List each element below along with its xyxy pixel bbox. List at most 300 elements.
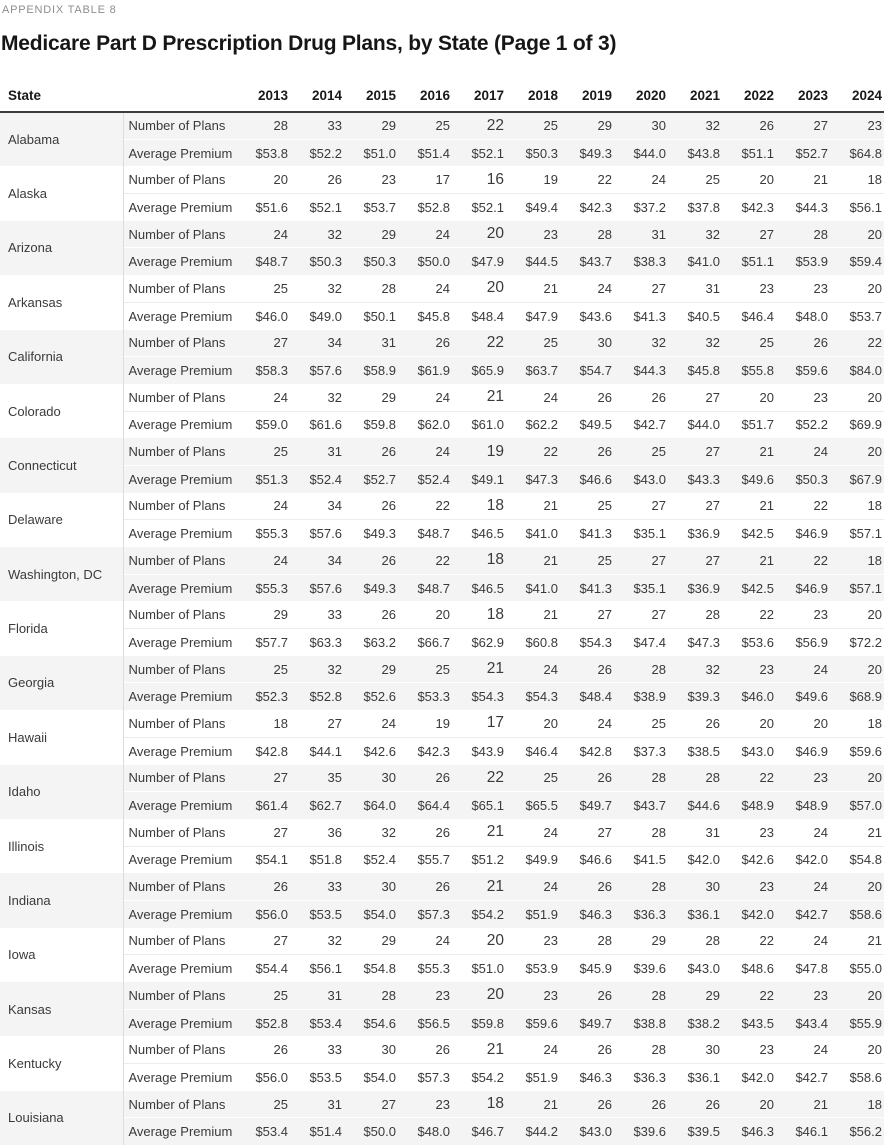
premium-label-cell: Average Premium — [123, 194, 236, 221]
premium-value-cell: $41.0 — [506, 574, 560, 601]
plans-row — [0, 438, 884, 465]
plans-label-cell: Number of Plans — [128, 389, 226, 405]
premium-value-cell: $43.4 — [776, 1009, 830, 1036]
plans-value-cell: 23 — [543, 987, 558, 1003]
state-group-arizona — [0, 221, 884, 275]
plans-value-cell: 26 — [705, 1096, 720, 1112]
premium-value-cell: $49.6 — [722, 465, 776, 492]
premium-value-cell: $55.3 — [236, 520, 290, 547]
premium-value-cell: $49.4 — [506, 194, 560, 221]
premium-label-cell: Average Premium — [123, 139, 236, 166]
plans-value-cell: 21 — [486, 660, 504, 678]
state-name-cell: Illinois — [0, 819, 123, 873]
plans-value-cell: 21 — [813, 172, 828, 188]
premium-value-cell: $39.6 — [614, 1118, 668, 1145]
plans-row — [0, 928, 884, 955]
plans-value-cell: 22 — [486, 768, 504, 786]
premium-value-cell: $49.3 — [344, 574, 398, 601]
plans-value-cell: 29 — [651, 933, 666, 949]
plans-value-cell: 27 — [651, 280, 666, 296]
premium-value-cell: $38.2 — [668, 1009, 722, 1036]
plans-value-cell: 24 — [543, 389, 558, 405]
premium-row — [0, 574, 884, 601]
premium-value-cell: $51.0 — [344, 139, 398, 166]
plans-label-cell: Number of Plans — [128, 824, 226, 840]
year-header-2020: 2020 — [614, 57, 668, 112]
plans-value-cell: 23 — [435, 987, 450, 1003]
premium-value-cell: $49.7 — [560, 1009, 614, 1036]
premium-value-cell: $51.8 — [290, 846, 344, 873]
plans-value-cell: 21 — [486, 823, 504, 841]
premium-value-cell: $44.6 — [668, 792, 722, 819]
premium-value-cell: $52.2 — [290, 139, 344, 166]
plans-value-cell: 24 — [543, 1042, 558, 1058]
plans-value-cell: 22 — [597, 172, 612, 188]
premium-value-cell: $54.7 — [560, 357, 614, 384]
premium-value-cell: $48.9 — [776, 792, 830, 819]
premium-value-cell: $52.1 — [452, 194, 506, 221]
plans-value-cell: 21 — [867, 824, 882, 840]
premium-value-cell: $54.2 — [452, 1064, 506, 1091]
premium-value-cell: $59.6 — [830, 737, 884, 764]
plans-label-cell: Number of Plans — [128, 1042, 226, 1058]
plans-value-cell: 24 — [381, 715, 396, 731]
premium-value-cell: $64.0 — [344, 792, 398, 819]
plans-row — [0, 873, 884, 900]
plans-value-cell: 28 — [381, 987, 396, 1003]
year-header-2022: 2022 — [722, 57, 776, 112]
plans-value-cell: 20 — [543, 715, 558, 731]
premium-row — [0, 629, 884, 656]
plans-value-cell: 29 — [381, 933, 396, 949]
premium-value-cell: $53.9 — [776, 248, 830, 275]
plans-row — [0, 601, 884, 628]
plans-value-cell: 29 — [381, 389, 396, 405]
premium-value-cell: $50.3 — [344, 248, 398, 275]
plans-value-cell: 30 — [705, 1042, 720, 1058]
premium-row — [0, 683, 884, 710]
premium-value-cell: $57.7 — [236, 629, 290, 656]
premium-value-cell: $54.4 — [236, 955, 290, 982]
year-header-2018: 2018 — [506, 57, 560, 112]
premium-value-cell: $51.1 — [722, 248, 776, 275]
plans-value-cell: 24 — [813, 1042, 828, 1058]
metric-column-header — [123, 57, 236, 112]
plans-value-cell: 26 — [435, 824, 450, 840]
plans-value-cell: 24 — [813, 824, 828, 840]
premium-value-cell: $36.3 — [614, 900, 668, 927]
plans-value-cell: 26 — [705, 715, 720, 731]
state-name-cell: Louisiana — [0, 1091, 123, 1145]
plans-value-cell: 34 — [327, 552, 342, 568]
premium-value-cell: $53.8 — [236, 139, 290, 166]
year-header-2019: 2019 — [560, 57, 614, 112]
premium-value-cell: $57.6 — [290, 520, 344, 547]
plans-value-cell: 30 — [381, 1042, 396, 1058]
premium-row — [0, 139, 884, 166]
premium-value-cell: $72.2 — [830, 629, 884, 656]
plans-row — [0, 1091, 884, 1118]
plans-value-cell: 25 — [651, 444, 666, 460]
premium-value-cell: $35.1 — [614, 574, 668, 601]
plans-value-cell: 27 — [273, 335, 288, 351]
plans-value-cell: 32 — [705, 335, 720, 351]
plans-value-cell: 27 — [273, 933, 288, 949]
premium-value-cell: $52.6 — [344, 683, 398, 710]
plans-value-cell: 24 — [813, 444, 828, 460]
plans-value-cell: 21 — [759, 498, 774, 514]
premium-value-cell: $46.5 — [452, 520, 506, 547]
premium-value-cell: $51.4 — [290, 1118, 344, 1145]
plans-value-cell: 18 — [867, 498, 882, 514]
plans-value-cell: 31 — [651, 226, 666, 242]
premium-value-cell: $39.3 — [668, 683, 722, 710]
plans-value-cell: 31 — [705, 280, 720, 296]
year-header-2021: 2021 — [668, 57, 722, 112]
plans-value-cell: 25 — [759, 335, 774, 351]
premium-value-cell: $46.9 — [776, 520, 830, 547]
plans-value-cell: 20 — [486, 225, 504, 243]
premium-value-cell: $55.3 — [236, 574, 290, 601]
plans-label-cell: Number of Plans — [128, 335, 226, 351]
premium-value-cell: $51.7 — [722, 411, 776, 438]
premium-value-cell: $42.0 — [722, 900, 776, 927]
plans-value-cell: 18 — [486, 605, 504, 623]
state-group-alabama — [0, 112, 884, 166]
premium-value-cell: $45.8 — [398, 302, 452, 329]
state-name-cell: Idaho — [0, 765, 123, 819]
premium-value-cell: $43.0 — [560, 1118, 614, 1145]
year-header-2014: 2014 — [290, 57, 344, 112]
plans-row — [0, 493, 884, 520]
plans-value-cell: 20 — [759, 715, 774, 731]
plans-value-cell: 19 — [435, 715, 450, 731]
plans-value-cell: 25 — [273, 661, 288, 677]
premium-value-cell: $52.8 — [398, 194, 452, 221]
premium-value-cell: $35.1 — [614, 520, 668, 547]
premium-value-cell: $65.1 — [452, 792, 506, 819]
plans-value-cell: 26 — [597, 389, 612, 405]
plans-value-cell: 20 — [486, 931, 504, 949]
plans-value-cell: 21 — [543, 280, 558, 296]
premium-value-cell: $48.7 — [398, 574, 452, 601]
plans-value-cell: 20 — [486, 986, 504, 1004]
state-group-illinois — [0, 819, 884, 873]
plans-row — [0, 982, 884, 1009]
premium-row — [0, 955, 884, 982]
premium-value-cell: $46.7 — [452, 1118, 506, 1145]
plans-value-cell: 24 — [813, 933, 828, 949]
plans-value-cell: 23 — [813, 987, 828, 1003]
premium-value-cell: $48.0 — [398, 1118, 452, 1145]
premium-value-cell: $52.4 — [344, 846, 398, 873]
premium-value-cell: $53.9 — [506, 955, 560, 982]
premium-value-cell: $46.9 — [776, 737, 830, 764]
plans-value-cell: 27 — [273, 824, 288, 840]
state-name-cell: Alaska — [0, 166, 123, 220]
plans-value-cell: 18 — [867, 172, 882, 188]
premium-row — [0, 411, 884, 438]
plans-row — [0, 656, 884, 683]
plans-value-cell: 27 — [813, 118, 828, 134]
premium-value-cell: $59.6 — [776, 357, 830, 384]
plans-value-cell: 24 — [597, 280, 612, 296]
premium-value-cell: $36.1 — [668, 900, 722, 927]
premium-row — [0, 520, 884, 547]
plans-value-cell: 26 — [435, 335, 450, 351]
premium-value-cell: $57.1 — [830, 520, 884, 547]
premium-row — [0, 302, 884, 329]
plans-value-cell: 22 — [759, 607, 774, 623]
plans-value-cell: 23 — [543, 226, 558, 242]
plans-row — [0, 275, 884, 302]
state-name-cell: Georgia — [0, 656, 123, 710]
premium-value-cell: $53.7 — [344, 194, 398, 221]
premium-value-cell: $38.5 — [668, 737, 722, 764]
premium-value-cell: $42.0 — [668, 846, 722, 873]
plans-value-cell: 24 — [597, 715, 612, 731]
plans-value-cell: 20 — [867, 770, 882, 786]
plans-value-cell: 25 — [597, 552, 612, 568]
premium-value-cell: $69.9 — [830, 411, 884, 438]
premium-value-cell: $52.3 — [236, 683, 290, 710]
plans-value-cell: 27 — [759, 226, 774, 242]
plans-value-cell: 26 — [327, 172, 342, 188]
plans-value-cell: 32 — [651, 335, 666, 351]
plans-value-cell: 18 — [867, 715, 882, 731]
plans-value-cell: 26 — [381, 607, 396, 623]
plans-value-cell: 26 — [381, 552, 396, 568]
plans-value-cell: 27 — [597, 824, 612, 840]
plans-value-cell: 21 — [543, 552, 558, 568]
plans-value-cell: 19 — [543, 172, 558, 188]
premium-value-cell: $56.9 — [776, 629, 830, 656]
premium-row — [0, 465, 884, 492]
premium-value-cell: $56.1 — [290, 955, 344, 982]
premium-value-cell: $54.8 — [830, 846, 884, 873]
state-group-iowa — [0, 928, 884, 982]
premium-value-cell: $56.1 — [830, 194, 884, 221]
plans-value-cell: 32 — [705, 118, 720, 134]
plans-row — [0, 1036, 884, 1063]
plans-value-cell: 24 — [813, 879, 828, 895]
premium-value-cell: $57.1 — [830, 574, 884, 601]
plans-value-cell: 24 — [273, 552, 288, 568]
plans-value-cell: 26 — [813, 335, 828, 351]
plans-value-cell: 27 — [705, 389, 720, 405]
plans-value-cell: 28 — [597, 226, 612, 242]
premium-value-cell: $42.3 — [722, 194, 776, 221]
plans-value-cell: 27 — [327, 715, 342, 731]
premium-value-cell: $41.3 — [560, 574, 614, 601]
premium-value-cell: $36.9 — [668, 520, 722, 547]
state-group-idaho — [0, 765, 884, 819]
premium-value-cell: $38.3 — [614, 248, 668, 275]
plans-value-cell: 22 — [759, 987, 774, 1003]
premium-row — [0, 900, 884, 927]
state-group-indiana — [0, 873, 884, 927]
premium-value-cell: $59.8 — [344, 411, 398, 438]
plans-value-cell: 30 — [381, 770, 396, 786]
state-name-cell: Florida — [0, 601, 123, 655]
state-column-header: State — [0, 57, 123, 112]
premium-value-cell: $36.9 — [668, 574, 722, 601]
premium-label-cell: Average Premium — [123, 629, 236, 656]
premium-value-cell: $47.9 — [506, 302, 560, 329]
state-group-connecticut — [0, 438, 884, 492]
plans-value-cell: 25 — [543, 118, 558, 134]
premium-value-cell: $43.0 — [668, 955, 722, 982]
premium-value-cell: $57.3 — [398, 900, 452, 927]
premium-value-cell: $49.1 — [452, 465, 506, 492]
plans-value-cell: 27 — [651, 607, 666, 623]
plans-value-cell: 31 — [327, 1096, 342, 1112]
plans-value-cell: 24 — [435, 389, 450, 405]
plans-value-cell: 29 — [273, 607, 288, 623]
state-name-cell: Alabama — [0, 112, 123, 166]
plans-value-cell: 24 — [543, 824, 558, 840]
state-group-colorado — [0, 384, 884, 438]
plans-value-cell: 29 — [381, 118, 396, 134]
plans-value-cell: 26 — [381, 444, 396, 460]
premium-value-cell: $44.3 — [614, 357, 668, 384]
plans-value-cell: 24 — [273, 498, 288, 514]
plans-value-cell: 24 — [543, 879, 558, 895]
premium-value-cell: $53.5 — [290, 900, 344, 927]
state-group-kansas — [0, 982, 884, 1036]
plans-value-cell: 20 — [867, 389, 882, 405]
plans-value-cell: 30 — [651, 118, 666, 134]
year-header-2017: 2017 — [452, 57, 506, 112]
premium-value-cell: $58.6 — [830, 900, 884, 927]
premium-value-cell: $55.3 — [398, 955, 452, 982]
state-name-cell: California — [0, 330, 123, 384]
plans-value-cell: 21 — [867, 933, 882, 949]
plans-value-cell: 20 — [759, 1096, 774, 1112]
premium-value-cell: $46.6 — [560, 465, 614, 492]
state-name-cell: Colorado — [0, 384, 123, 438]
premium-value-cell: $62.9 — [452, 629, 506, 656]
plans-value-cell: 25 — [597, 498, 612, 514]
plans-label-cell: Number of Plans — [128, 770, 226, 786]
plans-value-cell: 20 — [867, 226, 882, 242]
premium-value-cell: $68.9 — [830, 683, 884, 710]
plans-value-cell: 26 — [759, 118, 774, 134]
premium-value-cell: $59.6 — [506, 1009, 560, 1036]
plans-value-cell: 34 — [327, 498, 342, 514]
plans-value-cell: 25 — [273, 1096, 288, 1112]
plans-value-cell: 28 — [651, 1042, 666, 1058]
plans-value-cell: 23 — [759, 661, 774, 677]
premium-value-cell: $48.4 — [452, 302, 506, 329]
premium-value-cell: $44.0 — [668, 411, 722, 438]
premium-value-cell: $54.2 — [452, 900, 506, 927]
premium-value-cell: $46.1 — [776, 1118, 830, 1145]
premium-value-cell: $65.5 — [506, 792, 560, 819]
state-group-louisiana — [0, 1091, 884, 1145]
premium-label-cell: Average Premium — [123, 248, 236, 275]
plans-value-cell: 21 — [486, 877, 504, 895]
plans-value-cell: 20 — [759, 172, 774, 188]
premium-value-cell: $51.0 — [452, 955, 506, 982]
plans-value-cell: 23 — [813, 389, 828, 405]
plans-value-cell: 21 — [543, 607, 558, 623]
plans-value-cell: 30 — [381, 879, 396, 895]
premium-value-cell: $46.4 — [506, 737, 560, 764]
plans-label-cell: Number of Plans — [128, 1096, 226, 1112]
plans-label-cell: Number of Plans — [128, 226, 226, 242]
plans-value-cell: 27 — [273, 770, 288, 786]
premium-value-cell: $56.0 — [236, 1064, 290, 1091]
plans-value-cell: 20 — [867, 280, 882, 296]
premium-value-cell: $57.6 — [290, 574, 344, 601]
plans-value-cell: 32 — [327, 661, 342, 677]
plans-row — [0, 819, 884, 846]
plans-value-cell: 23 — [759, 1042, 774, 1058]
premium-value-cell: $42.0 — [776, 846, 830, 873]
plans-value-cell: 28 — [705, 933, 720, 949]
plans-value-cell: 26 — [273, 1042, 288, 1058]
premium-value-cell: $43.0 — [722, 737, 776, 764]
premium-label-cell: Average Premium — [123, 574, 236, 601]
plans-value-cell: 28 — [651, 987, 666, 1003]
premium-label-cell: Average Premium — [123, 520, 236, 547]
plans-value-cell: 20 — [813, 715, 828, 731]
plans-value-cell: 23 — [759, 879, 774, 895]
plans-value-cell: 30 — [597, 335, 612, 351]
plans-value-cell: 31 — [705, 824, 720, 840]
premium-value-cell: $53.3 — [398, 683, 452, 710]
plans-value-cell: 24 — [273, 226, 288, 242]
plans-value-cell: 32 — [327, 280, 342, 296]
premium-value-cell: $44.1 — [290, 737, 344, 764]
premium-value-cell: $67.9 — [830, 465, 884, 492]
premium-value-cell: $37.2 — [614, 194, 668, 221]
premium-value-cell: $42.3 — [560, 194, 614, 221]
plans-value-cell: 24 — [273, 389, 288, 405]
plans-label-cell: Number of Plans — [128, 715, 226, 731]
premium-value-cell: $50.3 — [506, 139, 560, 166]
plans-value-cell: 28 — [651, 661, 666, 677]
premium-value-cell: $63.7 — [506, 357, 560, 384]
premium-value-cell: $52.7 — [344, 465, 398, 492]
premium-value-cell: $52.2 — [776, 411, 830, 438]
premium-value-cell: $46.3 — [722, 1118, 776, 1145]
premium-value-cell: $52.8 — [290, 683, 344, 710]
premium-row — [0, 1118, 884, 1145]
premium-value-cell: $42.7 — [776, 900, 830, 927]
plans-label-cell: Number of Plans — [128, 172, 226, 188]
premium-value-cell: $52.8 — [236, 1009, 290, 1036]
premium-value-cell: $46.0 — [236, 302, 290, 329]
premium-value-cell: $36.1 — [668, 1064, 722, 1091]
plans-value-cell: 28 — [705, 770, 720, 786]
premium-label-cell: Average Premium — [123, 357, 236, 384]
plans-value-cell: 26 — [597, 1096, 612, 1112]
premium-value-cell: $40.5 — [668, 302, 722, 329]
plans-row — [0, 384, 884, 411]
plans-value-cell: 24 — [543, 661, 558, 677]
plans-value-cell: 26 — [381, 498, 396, 514]
premium-value-cell: $54.3 — [560, 629, 614, 656]
premium-value-cell: $58.3 — [236, 357, 290, 384]
plans-value-cell: 29 — [597, 118, 612, 134]
year-header-2024: 2024 — [830, 57, 884, 112]
plans-value-cell: 32 — [327, 226, 342, 242]
plans-value-cell: 24 — [435, 444, 450, 460]
premium-value-cell: $59.8 — [452, 1009, 506, 1036]
premium-value-cell: $45.9 — [560, 955, 614, 982]
